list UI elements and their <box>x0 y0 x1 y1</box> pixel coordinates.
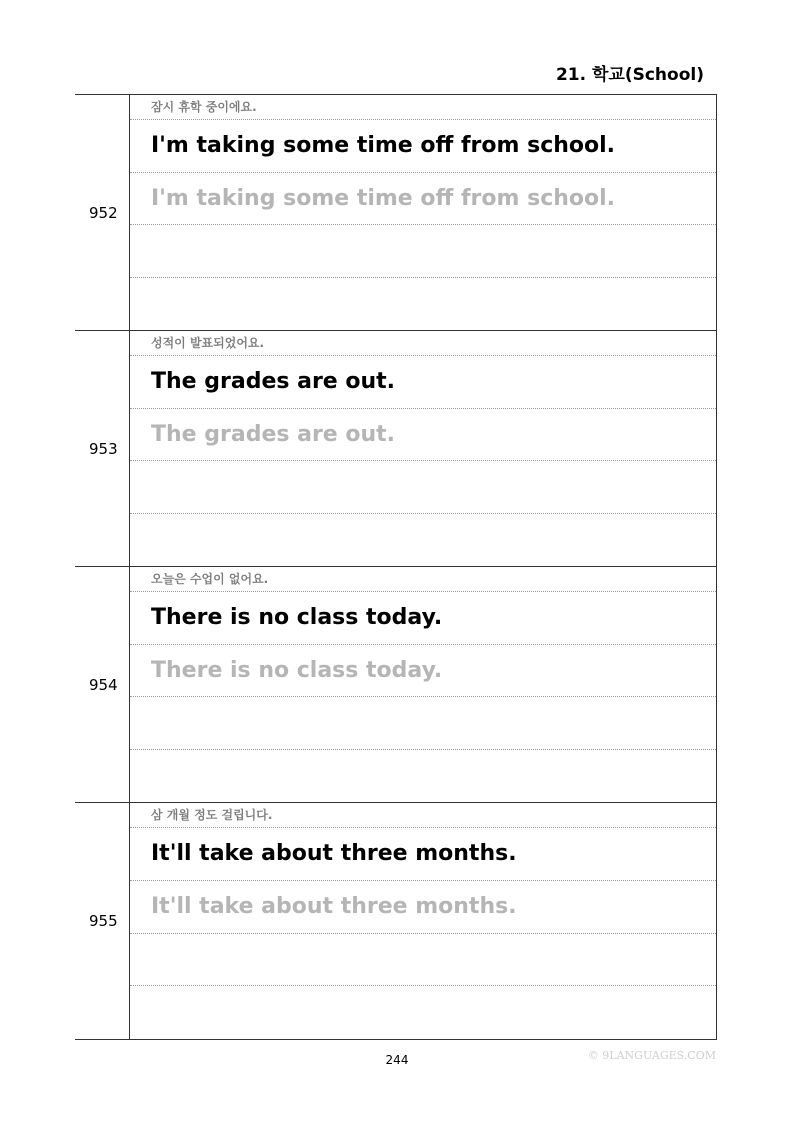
korean-sentence: 오늘은 수업이 없어요. <box>130 567 716 592</box>
korean-sentence: 삼 개월 정도 걸립니다. <box>130 803 716 828</box>
korean-sentence: 잠시 휴학 중이에요. <box>130 95 716 120</box>
entry-number: 954 <box>75 567 130 802</box>
entry-lines <box>130 567 716 802</box>
entry-number: 955 <box>75 803 130 1039</box>
blank-writing-line[interactable] <box>130 986 716 1039</box>
entry-number: 952 <box>75 95 130 330</box>
blank-writing-line[interactable] <box>130 225 716 278</box>
practice-entry <box>75 95 716 331</box>
entry-lines <box>130 803 716 1039</box>
english-sentence: I'm taking some time off from school. <box>130 120 716 173</box>
copyright-text: © 9LANGUAGES.COM <box>587 1049 716 1062</box>
trace-sentence: I'm taking some time off from school. <box>130 173 716 226</box>
section-title: 21. 학교(School) <box>555 65 704 85</box>
blank-writing-line[interactable] <box>130 278 716 331</box>
english-sentence: The grades are out. <box>130 356 716 409</box>
blank-writing-line[interactable] <box>130 934 716 987</box>
trace-sentence: The grades are out. <box>130 409 716 462</box>
entry-lines <box>130 95 716 330</box>
page-number: 244 <box>385 1053 409 1067</box>
practice-entry <box>75 331 716 567</box>
trace-sentence: It'll take about three months. <box>130 881 716 934</box>
practice-grid <box>75 94 717 1040</box>
practice-entry <box>75 803 716 1040</box>
english-sentence: It'll take about three months. <box>130 828 716 881</box>
blank-writing-line[interactable] <box>130 461 716 514</box>
korean-sentence: 성적이 발표되었어요. <box>130 331 716 356</box>
blank-writing-line[interactable] <box>130 750 716 803</box>
blank-writing-line[interactable] <box>130 514 716 567</box>
blank-writing-line[interactable] <box>130 697 716 750</box>
entry-lines <box>130 331 716 566</box>
practice-entry <box>75 567 716 803</box>
entry-number: 953 <box>75 331 130 566</box>
english-sentence: There is no class today. <box>130 592 716 645</box>
trace-sentence: There is no class today. <box>130 645 716 698</box>
